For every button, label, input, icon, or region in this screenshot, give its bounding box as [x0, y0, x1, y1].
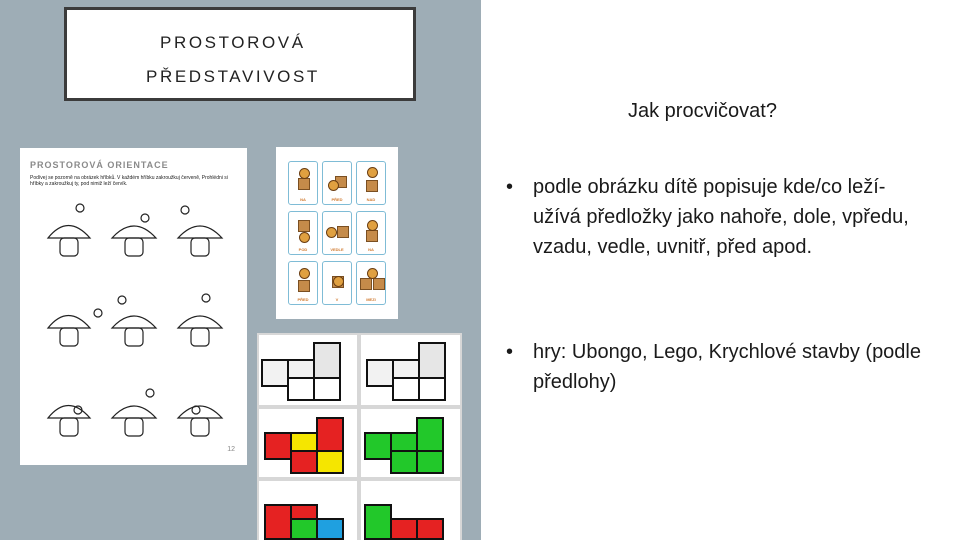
prep-cell — [322, 161, 352, 205]
prep-cell — [322, 261, 352, 305]
title-line-2: PŘEDSTAVIVOST — [146, 67, 320, 86]
worksheet-instructions: Podívej se pozorně na obrázek hříbků. V každém hříbku zakroužkuj červeně, Prohlédni si hříbky a zakroužkuj ty, pod nimiž leží červík. — [30, 175, 228, 187]
prep-label: NA — [300, 197, 306, 202]
question-heading: Jak procvičovat? — [628, 100, 777, 122]
prep-cell — [356, 211, 386, 255]
bullet-text: podle obrázku dítě popisuje kde/co leží- užívá předložky jako nahoře, dole, vpředu, vzadu, vedle, uvnitř, před apod. — [533, 176, 909, 258]
worksheet-title: PROSTOROVÁ ORIENTACE — [30, 160, 169, 170]
prep-label: V — [335, 297, 339, 302]
prep-cell — [356, 261, 386, 305]
prep-cell — [322, 211, 352, 255]
bullet-item — [506, 172, 936, 292]
prep-cell — [356, 161, 386, 205]
bullet-symbol: • — [506, 176, 514, 198]
title-line-1: PROSTOROVÁ — [160, 33, 306, 52]
prep-label: VEDLE — [330, 247, 344, 252]
prep-label: MEZI — [366, 297, 376, 302]
worksheet-image — [20, 148, 247, 465]
cube-structures — [257, 333, 462, 540]
mushroom-illustrations — [20, 148, 247, 465]
prep-label: PŘED — [297, 297, 309, 302]
prep-label: POD — [298, 247, 308, 252]
cube-puzzle-image — [257, 333, 462, 540]
prepositions-card-image — [276, 147, 398, 319]
prep-cell — [288, 161, 318, 205]
worksheet-page-number: 12 — [227, 446, 235, 453]
prep-label: NAD — [366, 197, 376, 202]
prep-label: NA — [368, 247, 374, 252]
bullet-text: hry: Ubongo, Lego, Krychlové stavby (podle předlohy) — [533, 341, 921, 393]
bullet-symbol: • — [506, 341, 514, 363]
prep-cell — [288, 211, 318, 255]
prep-cell — [288, 261, 318, 305]
bullet-item — [506, 337, 936, 397]
prep-label: PŘED — [331, 197, 343, 202]
